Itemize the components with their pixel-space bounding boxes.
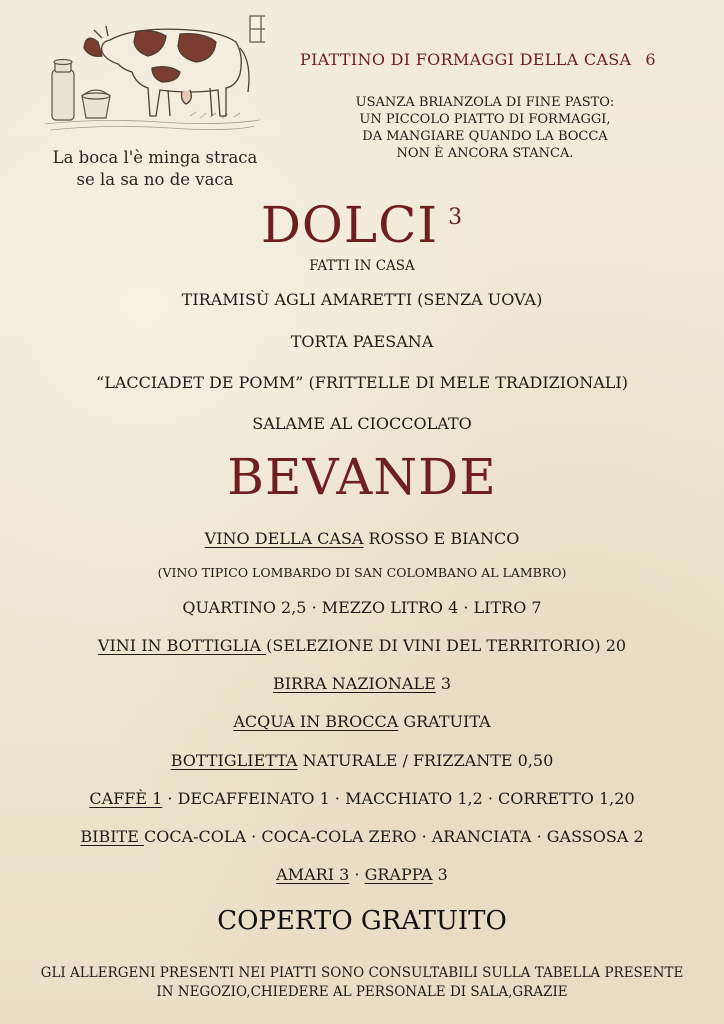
cheese-plate-description: [335, 94, 635, 162]
dolci-price: 3: [448, 205, 464, 230]
acqua-price: GRATUITA: [398, 712, 491, 731]
vini-bottiglia-detail: (SELEZIONE DI VINI DEL TERRITORIO) 20: [266, 636, 627, 655]
dolci-subtitle: FATTI IN CASA: [309, 258, 415, 274]
motto-line-2: se la sa no de vaca: [76, 170, 234, 189]
bottiglietta-detail: NATURALE / FRIZZANTE 0,50: [297, 751, 554, 770]
dolci-section-title: [0, 196, 724, 254]
cheese-desc-line-4: NON È ANCORA STANCA.: [396, 146, 574, 161]
bibite-label: BIBITE: [80, 827, 144, 846]
birra-line: [0, 674, 724, 693]
bottiglietta-label: BOTTIGLIETTA: [170, 751, 298, 770]
dolci-title-text: DOLCI: [260, 196, 439, 254]
acqua-label: ACQUA IN BROCCA: [233, 712, 399, 731]
birra-label: BIRRA NAZIONALE: [272, 674, 436, 693]
allergeni-line-2: IN NEGOZIO,CHIEDERE AL PERSONALE DI SALA,GRAZIE: [156, 984, 568, 1000]
amari-grappa-line: [0, 865, 724, 884]
cheese-plate-name: PIATTINO DI FORMAGGI DELLA CASA: [300, 50, 632, 69]
dolci-item: SALAME AL CIOCCOLATO: [252, 414, 472, 433]
bibite-detail: COCA-COLA · COCA-COLA ZERO · ARANCIATA · GASSOSA 2: [143, 827, 644, 846]
amari-separator: ·: [349, 865, 365, 884]
coperto-notice: COPERTO GRATUITO: [217, 906, 507, 936]
motto-line-1: La boca l'è minga straca: [52, 148, 258, 167]
cheese-desc-line-2: UN PICCOLO PIATTO DI FORMAGGI,: [359, 112, 611, 127]
dolci-item: TIRAMISÙ AGLI AMARETTI (SENZA UOVA): [181, 290, 543, 309]
cow-illustration: [40, 12, 265, 137]
grappa-price: 3: [432, 865, 448, 884]
allergeni-notice: [10, 964, 714, 1002]
milk-pail-icon: [82, 90, 110, 118]
cheese-plate-price: 6: [645, 50, 656, 69]
birra-price: 3: [435, 674, 452, 693]
dolci-item: “LACCIADET DE POMM” (FRITTELLE DI MELE TRADIZIONALI): [96, 373, 628, 392]
allergeni-line-1: GLI ALLERGENI PRESENTI NEI PIATTI SONO CONSULTABILI SULLA TABELLA PRESENTE: [40, 965, 684, 981]
amari-label: AMARI 3: [276, 865, 350, 884]
vino-casa-line: [0, 529, 724, 548]
caffe-label: CAFFÈ 1: [89, 789, 163, 808]
milk-can-icon: [52, 60, 74, 121]
acqua-line: [0, 712, 724, 731]
vini-bottiglia-line: [0, 636, 724, 655]
grappa-label: GRAPPA: [364, 865, 433, 884]
bottiglietta-line: [0, 751, 724, 770]
cheese-desc-line-3: DA MANGIARE QUANDO LA BOCCA: [362, 129, 608, 144]
vino-casa-colors: ROSSO E BIANCO: [363, 529, 520, 548]
window-icon: [250, 16, 265, 42]
caffe-detail: · DECAFFEINATO 1 · MACCHIATO 1,2 · CORRETTO 1,20: [162, 789, 635, 808]
vino-casa-prices: QUARTINO 2,5 · MEZZO LITRO 4 · LITRO 7: [182, 598, 542, 617]
caffe-line: [0, 789, 724, 808]
vino-casa-label: VINO DELLA CASA: [204, 529, 364, 548]
cheese-plate-title: [300, 50, 720, 69]
bevande-section-title: BEVANDE: [227, 448, 497, 506]
cheese-desc-line-1: USANZA BRIANZOLA DI FINE PASTO:: [355, 95, 615, 110]
bibite-line: [0, 827, 724, 846]
dolci-item: TORTA PAESANA: [290, 332, 434, 351]
vino-casa-note: (VINO TIPICO LOMBARDO DI SAN COLOMBANO AL LAMBRO): [157, 565, 567, 580]
vini-bottiglia-label: VINI IN BOTTIGLIA: [97, 636, 267, 655]
